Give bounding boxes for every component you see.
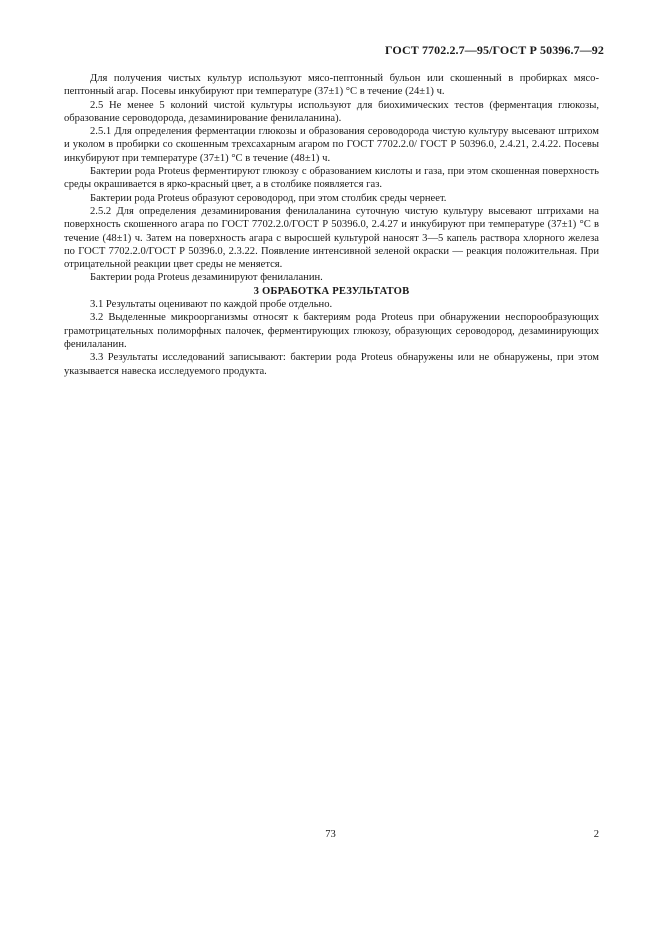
document-body [64,72,599,378]
section-title: 3 ОБРАБОТКА РЕЗУЛЬТАТОВ [253,285,410,297]
sheet-number: 2 [593,829,599,840]
page-number: 73 [325,829,336,840]
paragraph: Бактерии рода Proteus дезаминируют фенилаланин. [90,272,323,284]
paragraph: Бактерии рода Proteus ферментируют глюкозу с образованием кислоты и газа, при этом скошенная поверхность среды окрашивается в ярко-красный цвет, а в столбике появляется газ. [64,166,599,191]
paragraph-2-5-1: 2.5.1 Для определения ферментации глюкозы и образования сероводорода чистую культуру высевают штрихом и уколом в пробирки со скошенным трехсахарным агаром по ГОСТ 7702.2.0/ ГОСТ Р 50396.0, 2.4.21, 2.4.22. Посевы инкубируют при температуре (37±1) °С в течение (48±1) ч. [64,126,599,164]
paragraph-3-2: 3.2 Выделенные микроорганизмы относят к бактериям рода Proteus при обнаружении неспорообразующих грамотрицательных полиморфных палочек, ферментирующих глюкозу, образующих сероводород, дезаминирующих фенилаланин. [64,312,599,350]
paragraph: Бактерии рода Proteus образуют сероводород, при этом столбик среды чернеет. [90,192,447,204]
paragraph: Для получения чистых культур используют мясо-пептонный бульон или скошенный в пробирках мясо-пептонный агар. Посевы инкубируют при температуре (37±1) °С в течение (24±1) ч. [64,73,599,98]
paragraph-2-5-2: 2.5.2 Для определения дезаминирования фенилаланина суточную чистую культуру высевают штрихами на поверхность скошенного агара по ГОСТ 7702.2.0/ГОСТ Р 50396.0, 2.4.27 и инкубируют при температуре (37±1) °С в течение (48±1) ч. Затем на поверхность агара с выросшей культурой наносят 3—5 капель раствора хлорного железа по ГОСТ 7702.2.0/ГОСТ Р 50396.0, 2.3.22. Появление интенсивной зеленой окраски — реакция положительная. При отрицательной реакции цвет среды не меняется. [64,205,599,271]
paragraph-3-3: 3.3 Результаты исследований записывают: бактерии рода Proteus обнаружены или не обнаружены, при этом указывается навеска исследуемого продукта. [64,352,599,377]
paragraph-3-1: 3.1 Результаты оценивают по каждой пробе отдельно. [90,299,333,311]
document-header-code: ГОСТ 7702.2.7—95/ГОСТ Р 50396.7—92 [384,43,604,57]
paragraph-2-5: 2.5 Не менее 5 колоний чистой культуры используют для биохимических тестов (ферментация глюкозы, образование сероводорода, дезаминирование фенилаланина). [64,99,599,124]
